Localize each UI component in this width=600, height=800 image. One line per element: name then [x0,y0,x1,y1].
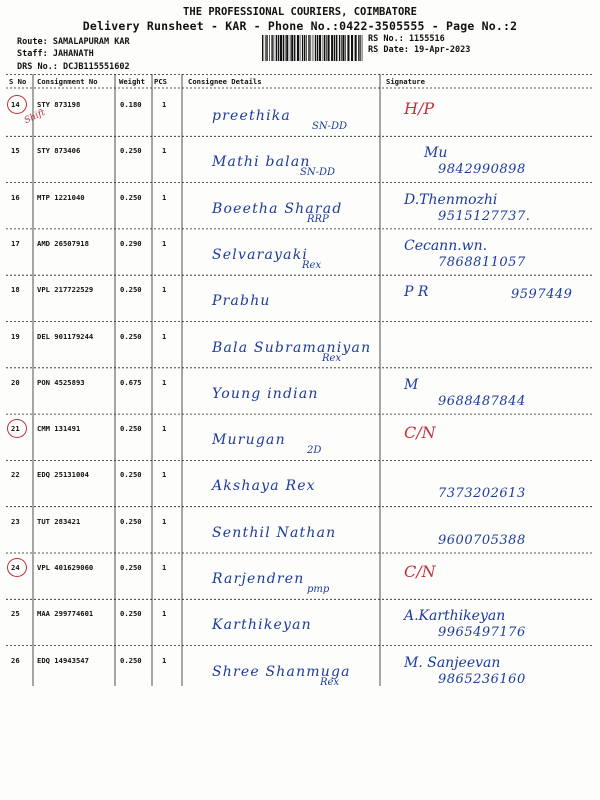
signature-text: Cecann.wn. [404,237,488,254]
weight-cell: 0.180 [120,100,142,109]
consignment-cell: EDQ 25131004 [37,470,89,480]
pcs-cell: 1 [162,331,167,341]
table-row [6,418,594,465]
consignee-name: Senthil Nathan [212,524,337,541]
barcode-bar [341,35,342,61]
consignee-note: pmp [307,584,330,595]
barcode-bar [345,35,346,61]
route-label: Route: SAMALAPURAM KAR [17,37,130,47]
sno-circle-mark [7,419,27,438]
pcs-cell: 1 [162,192,167,202]
consignment-cell: EDQ 14943547 [37,655,89,665]
barcode-bar [360,35,361,61]
barcode-bar [308,35,309,61]
consignee-note: SN-DD [312,121,348,132]
weight-cell: 0.250 [120,192,142,202]
consignee-note: Rex [302,259,322,271]
signature-text: M. Sanjeevan [404,654,501,671]
signature-text: M [404,376,419,393]
signature-text: C/N [404,423,436,443]
col-pcs: PCS [154,77,167,86]
consignment-cell: VPL 217722529 [37,285,94,295]
phone-number: 9597449 [511,287,573,303]
consignee-note: Rex [320,676,340,688]
table-row [6,557,594,604]
barcode-bar [358,35,359,61]
table-row [6,464,594,511]
sno-cell: 22 [11,470,20,480]
weight-cell: 0.250 [120,285,142,295]
weight-cell: 0.250 [120,331,142,341]
barcode-bar [280,35,282,61]
barcode-bar [319,35,321,61]
table-row [6,372,594,419]
consignee-note: 2D [307,445,322,457]
sno-cell: 19 [11,331,20,341]
barcode-bar [294,35,295,61]
pcs-cell: 1 [162,146,167,156]
consignment-cell: CMM 131491 [37,424,81,434]
sno-cell: 26 [11,655,20,665]
barcode-bar [274,35,275,61]
consignment-cell: PON 4525893 [37,377,85,387]
consignee-name: Young indian [212,385,319,402]
sno-cell: 21 [11,424,20,434]
barcode-bar [300,35,301,61]
sno-cell: 25 [11,609,20,619]
pcs-cell: 1 [162,609,167,619]
barcode-bar [302,35,303,61]
pcs-cell: 1 [162,516,167,526]
consignee-name: Boeetha Sharad [212,200,343,217]
table-row [6,94,594,141]
pcs-cell: 1 [162,563,167,572]
margin-note: Shift [22,107,47,127]
consignee-note: Rex [322,352,342,364]
sno-cell: 18 [11,285,20,295]
barcode-bar [323,35,324,61]
barcode-bar [328,35,330,61]
sno-cell: 24 [11,563,20,572]
table-row [6,140,594,187]
barcode-bar [266,35,267,61]
barcode-bar [351,35,353,61]
sno-cell: 16 [11,192,20,202]
barcode-bar [285,35,286,61]
sno-cell: 23 [11,516,20,526]
barcode-bar [283,35,284,61]
weight-cell: 0.250 [120,516,142,526]
consignee-name: Karthikeyan [212,617,312,634]
weight-cell: 0.675 [120,377,142,387]
barcode-bar [286,35,288,61]
barcode-bar [265,35,266,61]
barcode-bar [278,35,279,61]
phone-number: 9865236160 [438,671,526,687]
consignee-name: Bala Subramaniyan [212,339,372,356]
barcode [262,35,364,61]
pcs-cell: 1 [162,655,167,665]
table-row [6,326,594,373]
barcode-bar [276,35,277,61]
signature-text: A.Karthikeyan [404,608,506,625]
table-row [6,603,594,650]
barcode-bar [313,35,314,61]
consignment-cell: STY 873406 [37,146,81,156]
consignment-cell: MAA 299774601 [37,609,94,619]
col-sno: S No [9,77,27,86]
consignee-name: Shree Shanmuga [212,663,351,680]
col-consignment: Consignment No [37,77,98,86]
pcs-cell: 1 [162,238,167,248]
weight-cell: 0.250 [120,563,142,572]
signature-text: Mu [424,145,448,162]
barcode-bar [291,35,293,61]
consignment-cell: VPL 401629060 [37,563,94,572]
barcode-bar [324,35,325,61]
pcs-cell: 1 [162,424,167,434]
barcode-bar [355,35,357,61]
weight-cell: 0.250 [120,609,142,619]
barcode-bar [271,35,272,61]
phone-number: 9842990898 [438,162,526,178]
barcode-bar [306,35,307,61]
table-row [6,233,594,280]
consignee-name: Prabhu [212,293,271,310]
runsheet-title: Delivery Runsheet - KAR - Phone No.:0422-3505555 - Page No.:2 [82,19,518,33]
phone-number: 9600705388 [438,532,526,548]
barcode-bar [290,35,291,61]
consignment-cell: TUT 283421 [37,516,81,526]
table-row [6,511,594,558]
phone-number: 7868811057 [438,254,526,270]
drs-label: DRS No.: DCJB115551602 [17,62,130,72]
col-consignee: Consignee Details [188,77,262,86]
barcode-bar [326,35,327,61]
barcode-bar [304,35,305,61]
barcode-bar [269,35,270,61]
phone-number: 9688487844 [438,393,526,409]
barcode-bar [331,35,333,61]
consignment-cell: DEL 901179244 [37,331,94,341]
consignee-name: preethika [212,108,291,124]
barcode-bar [336,35,337,61]
rs-number: RS No.: 1155516 [368,34,445,44]
staff-label: Staff: JAHANATH [17,49,94,59]
consignment-cell: AMD 26507918 [37,238,89,248]
barcode-bar [342,35,344,61]
pcs-cell: 1 [162,470,167,480]
sno-cell: 15 [11,146,20,156]
barcode-bar [347,35,349,61]
sno-circle-mark [7,95,27,114]
col-signature: Signature [386,77,425,86]
barcode-bar [297,35,299,61]
signature-text: C/N [404,562,436,581]
barcode-bar [315,35,316,61]
sno-circle-mark [7,558,27,577]
weight-cell: 0.250 [120,424,142,434]
table-row [6,187,594,234]
table-row [6,650,594,697]
signature-text: D.Thenmozhi [404,191,498,208]
barcode-bar [339,35,340,61]
company-title: THE PROFESSIONAL COURIERS, COIMBATORE [183,6,417,18]
barcode-bar [262,35,263,61]
rs-date: RS Date: 19-Apr-2023 [368,45,471,55]
pcs-cell: 1 [162,100,167,109]
sno-cell: 20 [11,377,20,387]
col-weight: Weight [119,77,145,86]
barcode-bar [334,35,335,61]
barcode-graphic [262,35,364,61]
barcode-bar [317,35,318,61]
signature-text: P R [404,284,429,301]
signature-text: H/P [404,99,435,118]
sno-cell: 17 [11,238,20,248]
weight-cell: 0.250 [120,470,142,480]
phone-number: 7373202613 [438,486,526,502]
table-row [6,279,594,326]
weight-cell: 0.250 [120,655,142,665]
phone-number: 9965497176 [438,625,526,641]
phone-number: 9515127737. [438,208,531,224]
weight-cell: 0.250 [120,146,142,156]
consignment-cell: MTP 1221040 [37,192,85,202]
sno-cell: 14 [11,100,20,109]
consignee-name: Selvarayaki [212,246,309,263]
barcode-bar [310,35,311,61]
runsheet-table [6,74,594,690]
consignee-name: Mathi balan [212,154,311,171]
consignee-name: Rarjendren [212,571,305,587]
pcs-cell: 1 [162,285,167,295]
consignee-note: RRP [307,213,329,225]
rs-info [368,34,470,56]
consignment-cell: STY 873198 [37,100,81,109]
consignee-note: SN-DD [300,167,336,179]
weight-cell: 0.290 [120,238,142,248]
barcode-bar [362,35,363,61]
consignee-name: Murugan [212,432,286,449]
consignee-name: Akshaya Rex [212,478,316,495]
pcs-cell: 1 [162,377,167,387]
